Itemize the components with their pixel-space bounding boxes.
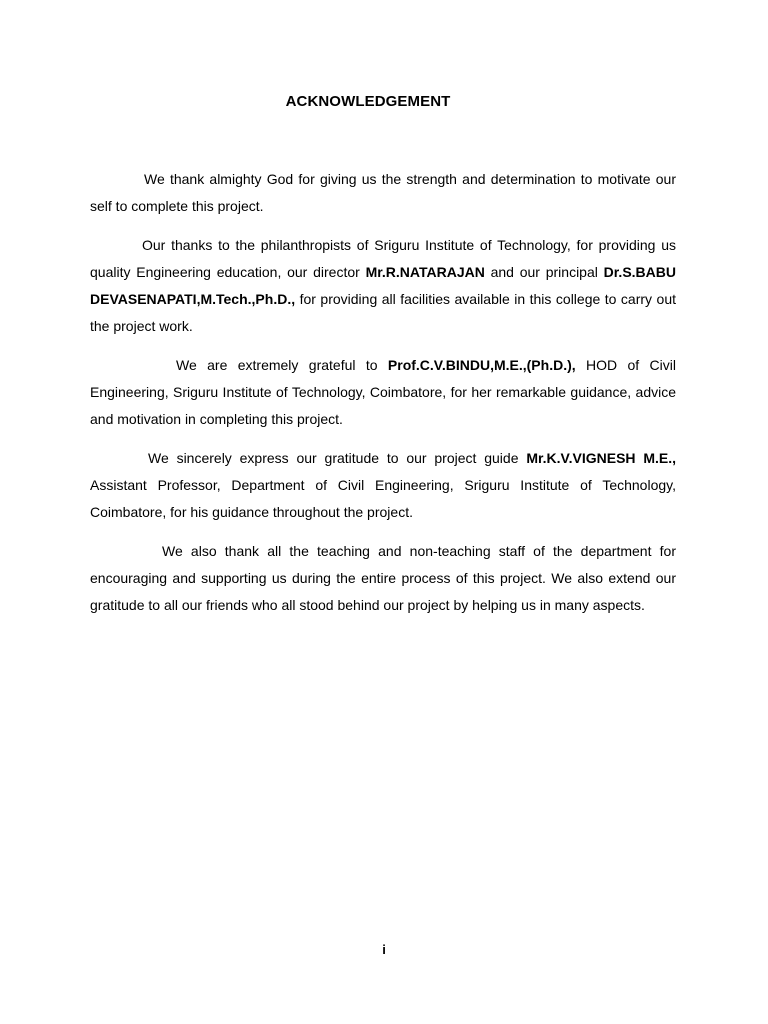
paragraph-text: We sincerely express our gratitude to our project guide — [148, 450, 527, 466]
paragraph-thanks-god — [90, 166, 676, 220]
acknowledgement-body — [90, 166, 676, 631]
paragraph-text: and our principal — [484, 264, 604, 280]
paragraph-text: Our thanks to the philanthropists of Sriguru Institute of Technology, for providing us quality Engineering education, our director — [90, 237, 676, 280]
paragraph-text: for providing all facilities available in this college to carry out the project work. — [90, 291, 676, 334]
director-name: Mr.R.NATARAJAN — [365, 264, 485, 280]
paragraph-text: Assistant Professor, Department of Civil Engineering, Sriguru Institute of Technology, Coimbatore, for his guidance throughout the project. — [90, 477, 676, 520]
hod-name: Prof.C.V.BINDU,M.E.,(Ph.D.), — [387, 357, 576, 373]
paragraph-text: We also thank all the teaching and non-teaching staff of the department for encouraging and supporting us during the entire process of this project. We also extend our gratitude to all our friends who all stood behind our project by helping us in many aspects. — [90, 543, 676, 613]
principal-name: Dr.S.BABU DEVASENAPATI,M.Tech.,Ph.D., — [90, 264, 676, 307]
paragraph-text: We are extremely grateful to — [176, 357, 388, 373]
paragraph-hod-thanks — [90, 352, 676, 433]
page-number: i — [382, 942, 386, 957]
paragraph-staff-thanks — [90, 538, 676, 619]
paragraph-institute-thanks — [90, 232, 676, 340]
guide-name: Mr.K.V.VIGNESH M.E., — [526, 450, 677, 466]
paragraph-guide-thanks — [90, 445, 676, 526]
page-title: ACKNOWLEDGEMENT — [285, 93, 451, 110]
paragraph-text: We thank almighty God for giving us the strength and determination to motivate our self to complete this project. — [90, 171, 676, 214]
paragraph-text: HOD of Civil Engineering, Sriguru Institute of Technology, Coimbatore, for her remarkable guidance, advice and motivation in completing this project. — [90, 357, 676, 427]
